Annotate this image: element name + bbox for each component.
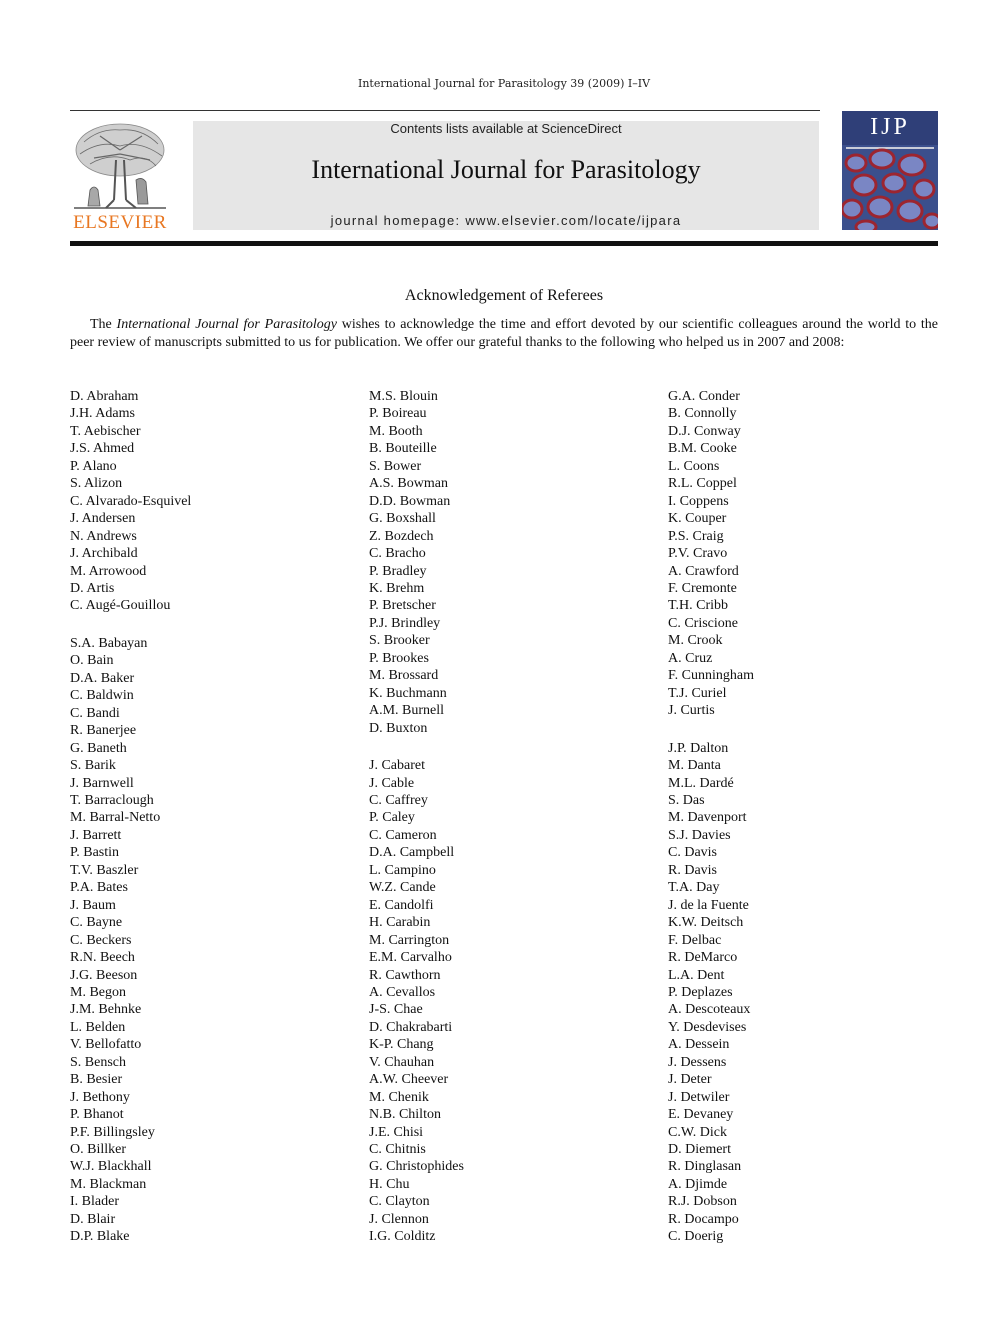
- referee-name: T. Barraclough: [70, 792, 154, 808]
- referee-name: W.Z. Cande: [369, 880, 436, 896]
- referee-name: K. Couper: [668, 511, 727, 527]
- referee-name: M. Begon: [70, 984, 126, 1000]
- referee-name: J. Cable: [369, 775, 415, 791]
- referee-group: [369, 757, 659, 1246]
- referee-name: W.J. Blackhall: [70, 1159, 152, 1175]
- referee-name: M. Crook: [668, 633, 723, 649]
- referee-group: [668, 388, 958, 720]
- referee-name: R. Davis: [668, 862, 717, 878]
- referee-name: S.J. Davies: [668, 827, 731, 843]
- referee-name: J-S. Chae: [369, 1002, 423, 1018]
- referee-name: S. Das: [668, 792, 705, 808]
- referee-name: J.P. Dalton: [668, 740, 729, 756]
- referee-name: P.F. Billingsley: [70, 1124, 155, 1140]
- referee-name: S. Bower: [369, 458, 422, 474]
- referee-name: Y. Desdevises: [668, 1019, 747, 1035]
- contents-available-link[interactable]: Contents lists available at ScienceDirect: [390, 121, 622, 136]
- referee-name: J.G. Beeson: [70, 967, 138, 983]
- referee-name: I. Blader: [70, 1194, 119, 1210]
- referee-name: C. Alvarado-Esquivel: [70, 493, 192, 509]
- referee-name: C. Criscione: [668, 615, 738, 631]
- referee-name: P. Boireau: [369, 406, 427, 422]
- journal-homepage-link[interactable]: journal homepage: www.elsevier.com/locate/ijpara: [330, 213, 682, 228]
- referee-name: P.J. Brindley: [369, 615, 441, 631]
- referee-name: L. Belden: [70, 1019, 126, 1035]
- referee-name: S. Barik: [70, 758, 116, 774]
- referee-name: R. Dinglasan: [668, 1159, 742, 1175]
- referee-name: I. Coppens: [668, 493, 729, 509]
- referee-name: G. Baneth: [70, 740, 127, 756]
- referee-name: L.A. Dent: [668, 967, 725, 983]
- referee-name: J. Curtis: [668, 703, 715, 719]
- referee-name: A.W. Cheever: [369, 1072, 449, 1088]
- referee-column-1: [70, 388, 360, 1246]
- referee-name: N.B. Chilton: [369, 1107, 441, 1123]
- referee-name: G.A. Conder: [668, 389, 740, 404]
- referee-name: M. Arrowood: [70, 563, 147, 579]
- referee-name: V. Bellofatto: [70, 1037, 142, 1053]
- referee-name: R.J. Dobson: [668, 1194, 737, 1210]
- referee-name: A.M. Burnell: [369, 703, 445, 719]
- referee-name: R. Cawthorn: [369, 967, 441, 983]
- referee-name: O. Bain: [70, 653, 114, 669]
- referee-name: P.S. Craig: [668, 528, 724, 544]
- referee-group: [70, 388, 360, 615]
- referee-name: R.N. Beech: [70, 950, 135, 966]
- referee-name: M. Blackman: [70, 1176, 147, 1192]
- referee-name: M.S. Blouin: [369, 389, 438, 404]
- referee-group: [668, 740, 958, 1246]
- referee-name: P. Bhanot: [70, 1107, 124, 1123]
- referee-name: B. Connolly: [668, 406, 737, 422]
- referee-name: P. Bradley: [369, 563, 427, 579]
- referee-name: G. Boxshall: [369, 511, 436, 527]
- journal-banner: [193, 121, 819, 230]
- referee-name: D. Artis: [70, 580, 115, 596]
- referee-name: S. Brooker: [369, 633, 430, 649]
- referee-name: J. Andersen: [70, 511, 136, 527]
- referee-name: R. DeMarco: [668, 950, 738, 966]
- referee-name: D.J. Conway: [668, 423, 741, 439]
- referee-name: A. Crawford: [668, 563, 739, 579]
- referee-name: H. Carabin: [369, 915, 431, 931]
- intro-journal-name: International Journal for Parasitology: [116, 317, 337, 332]
- section-title: Acknowledgement of Referees: [404, 287, 604, 304]
- referee-name: C. Bracho: [369, 546, 426, 562]
- referee-name: K.W. Deitsch: [668, 915, 744, 931]
- referee-name: A. Djimde: [668, 1176, 728, 1192]
- referee-name: P. Caley: [369, 810, 415, 826]
- referee-name: J. Barnwell: [70, 775, 134, 791]
- intro-paragraph: [70, 316, 938, 351]
- referee-name: J. Deter: [668, 1072, 712, 1088]
- referee-name: D. Buxton: [369, 720, 428, 736]
- referee-name: M. Booth: [369, 423, 423, 439]
- referee-name: J. Baum: [70, 897, 116, 913]
- referee-name: D.D. Bowman: [369, 493, 451, 509]
- referee-name: K-P. Chang: [369, 1037, 434, 1053]
- referee-name: C. Doerig: [668, 1229, 724, 1245]
- referee-name: M. Brossard: [369, 668, 439, 684]
- referee-name: R. Docampo: [668, 1211, 739, 1227]
- running-head: International Journal for Parasitology 39 (2009) I–IV: [357, 77, 651, 90]
- referee-name: K. Brehm: [369, 580, 425, 596]
- header-thick-rule: [70, 241, 938, 246]
- group-spacer: [369, 737, 659, 757]
- group-spacer: [70, 615, 360, 635]
- referee-name: H. Chu: [369, 1176, 410, 1192]
- referee-name: M. Barral-Netto: [70, 810, 161, 826]
- referee-name: M. Danta: [668, 758, 721, 774]
- referee-name: P.V. Cravo: [668, 546, 728, 562]
- referee-name: C. Chitnis: [369, 1142, 426, 1158]
- referee-name: D.A. Baker: [70, 670, 135, 686]
- referee-name: T. Aebischer: [70, 423, 141, 439]
- referee-name: C. Davis: [668, 845, 717, 861]
- referee-name: Z. Bozdech: [369, 528, 434, 544]
- referee-name: C. Cameron: [369, 827, 437, 843]
- referee-name: M. Davenport: [668, 810, 747, 826]
- referee-name: A. Cruz: [668, 650, 713, 666]
- referee-name: F. Cremonte: [668, 580, 737, 596]
- referee-name: D.P. Blake: [70, 1229, 130, 1245]
- referee-name: J.H. Adams: [70, 406, 135, 422]
- referee-name: C. Clayton: [369, 1194, 430, 1210]
- referee-name: D.A. Campbell: [369, 845, 455, 861]
- referee-name: J. Cabaret: [369, 758, 425, 774]
- referee-name: R. Banerjee: [70, 723, 137, 739]
- referee-name: A. Cevallos: [369, 984, 436, 1000]
- referee-name: A. Descoteaux: [668, 1002, 751, 1018]
- referee-name: R.L. Coppel: [668, 476, 737, 492]
- referee-name: C. Baldwin: [70, 688, 134, 704]
- referee-name: C. Beckers: [70, 932, 132, 948]
- referee-column-2: [369, 388, 659, 1246]
- referee-name: J.E. Chisi: [369, 1124, 424, 1140]
- referee-name: M.L. Dardé: [668, 775, 734, 791]
- referee-name: J. Dessens: [668, 1054, 727, 1070]
- referee-name: P. Alano: [70, 458, 117, 474]
- referee-name: D. Diemert: [668, 1142, 731, 1158]
- referee-name: E. Devaney: [668, 1107, 734, 1123]
- referee-name: C. Bayne: [70, 915, 123, 931]
- referee-name: L. Coons: [668, 458, 720, 474]
- referee-name: J. Clennon: [369, 1211, 429, 1227]
- referee-name: C. Bandi: [70, 705, 120, 721]
- referee-name: A.S. Bowman: [369, 476, 448, 492]
- journal-cover[interactable]: [842, 111, 938, 230]
- referee-name: T.H. Cribb: [668, 598, 729, 614]
- referee-name: T.A. Day: [668, 880, 720, 896]
- referee-name: I.G. Colditz: [369, 1229, 436, 1245]
- referee-name: B. Besier: [70, 1072, 123, 1088]
- referee-name: J. Bethony: [70, 1089, 130, 1105]
- referee-name: D. Chakrabarti: [369, 1019, 453, 1035]
- referee-name: J. Barrett: [70, 827, 122, 843]
- header-rule: [70, 110, 820, 111]
- cover-abbreviation: IJP: [870, 114, 910, 140]
- referee-group: [369, 388, 659, 737]
- referee-name: D. Abraham: [70, 389, 139, 404]
- referee-name: S. Alizon: [70, 476, 123, 492]
- referee-name: C. Caffrey: [369, 792, 428, 808]
- intro-text-start: The: [90, 317, 117, 332]
- referee-name: J.M. Behnke: [70, 1002, 142, 1018]
- referee-name: E.M. Carvalho: [369, 950, 452, 966]
- referee-name: P.A. Bates: [70, 880, 128, 896]
- referee-name: B. Bouteille: [369, 441, 437, 457]
- referee-name: A. Dessein: [668, 1037, 730, 1053]
- referee-name: S. Bensch: [70, 1054, 126, 1070]
- referee-name: P. Deplazes: [668, 984, 733, 1000]
- intro-text-end: wishes to acknowledge the time and effort devoted by our scientific colleagues around the world to the peer review of manuscripts submitted to us for publication. We offer our grateful thanks to the following who helped us in 2007 and 2008:: [70, 317, 938, 350]
- referee-name: J. Detwiler: [668, 1089, 730, 1105]
- referee-name: J.S. Ahmed: [70, 441, 135, 457]
- elsevier-wordmark: ELSEVIER: [73, 212, 167, 233]
- journal-title: International Journal for Parasitology: [311, 155, 701, 184]
- referee-name: K. Buchmann: [369, 685, 447, 701]
- referee-column-3: [668, 388, 958, 1246]
- elsevier-logo[interactable]: [70, 120, 170, 232]
- referee-name: L. Campino: [369, 862, 436, 878]
- referee-name: B.M. Cooke: [668, 441, 737, 457]
- referee-name: E. Candolfi: [369, 897, 434, 913]
- referee-name: G. Christophides: [369, 1159, 464, 1175]
- referee-name: F. Delbac: [668, 932, 722, 948]
- referee-name: T.V. Baszler: [70, 862, 139, 878]
- referee-name: T.J. Curiel: [668, 685, 727, 701]
- referee-name: J. Archibald: [70, 546, 138, 562]
- referee-name: D. Blair: [70, 1211, 116, 1227]
- referee-name: O. Billker: [70, 1142, 126, 1158]
- referee-name: V. Chauhan: [369, 1054, 435, 1070]
- referee-name: P. Bastin: [70, 845, 120, 861]
- referee-name: C. Augé-Gouillou: [70, 598, 171, 614]
- referee-group: [70, 635, 360, 1246]
- referee-name: C.W. Dick: [668, 1124, 727, 1140]
- referee-name: P. Brookes: [369, 650, 429, 666]
- elsevier-tree-icon: [70, 120, 170, 212]
- referee-name: P. Bretscher: [369, 598, 436, 614]
- referee-name: S.A. Babayan: [70, 635, 148, 651]
- group-spacer: [668, 720, 958, 740]
- referee-name: M. Carrington: [369, 932, 450, 948]
- referee-name: M. Chenik: [369, 1089, 429, 1105]
- referee-name: J. de la Fuente: [668, 897, 749, 913]
- referee-name: N. Andrews: [70, 528, 137, 544]
- referee-name: F. Cunningham: [668, 668, 754, 684]
